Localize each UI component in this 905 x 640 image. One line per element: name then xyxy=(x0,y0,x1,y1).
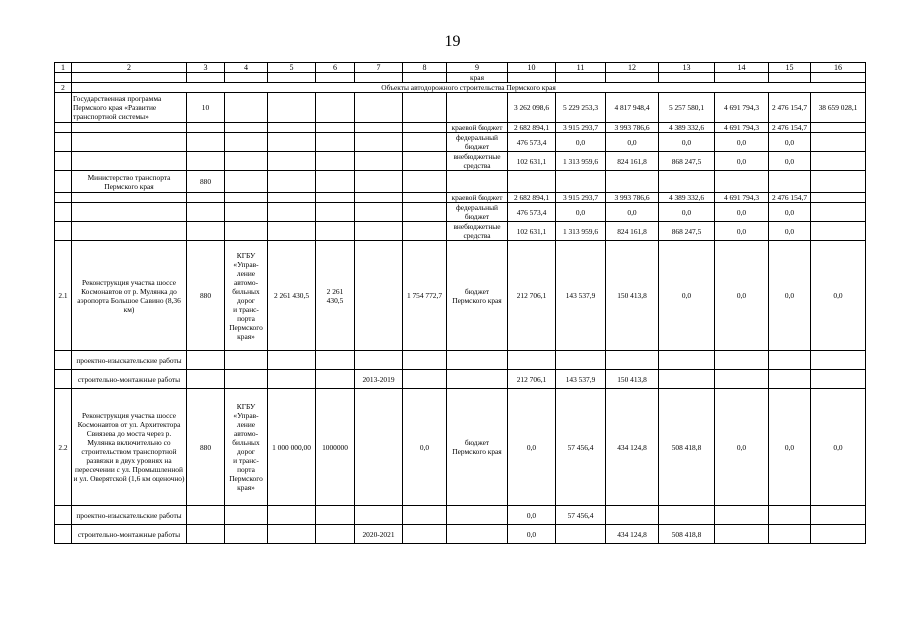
table-cell xyxy=(187,351,225,370)
table-cell xyxy=(225,203,268,222)
value-cell xyxy=(556,525,606,544)
table-row xyxy=(55,193,866,203)
value-cell: 0,0 xyxy=(769,389,811,506)
value-cell: 0,0 xyxy=(769,222,811,241)
value-cell: 143 537,9 xyxy=(556,370,606,389)
value-cell: 102 631,1 xyxy=(508,152,556,171)
table-cell xyxy=(225,193,268,203)
value-cell xyxy=(659,370,715,389)
value-cell: 57 456,4 xyxy=(556,506,606,525)
table-cell xyxy=(268,525,316,544)
object-cost: 1 000 000,00 xyxy=(268,389,316,506)
table-cell xyxy=(187,133,225,152)
program-name: Государственная программа Пермского края «Развитие транспортной системы» xyxy=(72,93,187,123)
table-cell xyxy=(268,222,316,241)
value-cell xyxy=(606,351,659,370)
table-cell xyxy=(403,370,447,389)
table-cell xyxy=(355,222,403,241)
funding-source: бюджет Пермского края xyxy=(447,241,508,351)
column-header: 4 xyxy=(225,63,268,73)
table-cell xyxy=(403,171,447,193)
funding-source: бюджет Пермского края xyxy=(447,389,508,506)
table-cell xyxy=(225,93,268,123)
table-cell xyxy=(606,73,659,83)
column-header: 3 xyxy=(187,63,225,73)
value-cell: 0,0 xyxy=(715,133,769,152)
value-cell xyxy=(811,222,866,241)
table-cell xyxy=(447,171,508,193)
table-cell xyxy=(556,171,606,193)
table-cell xyxy=(268,351,316,370)
value-cell: 2 476 154,7 xyxy=(769,193,811,203)
value-cell: 57 456,4 xyxy=(556,389,606,506)
value-cell: 4 691 794,3 xyxy=(715,93,769,123)
table-cell xyxy=(55,73,72,83)
table-row xyxy=(55,389,866,506)
table-cell xyxy=(72,123,187,133)
value-cell: 4 389 332,6 xyxy=(659,193,715,203)
value-cell: 0,0 xyxy=(508,525,556,544)
value-cell xyxy=(715,525,769,544)
value-cell: 150 413,8 xyxy=(606,241,659,351)
table-cell xyxy=(355,133,403,152)
value-cell: 4 691 794,3 xyxy=(715,193,769,203)
table-cell xyxy=(225,525,268,544)
table-cell xyxy=(355,73,403,83)
value-cell xyxy=(811,152,866,171)
table-cell xyxy=(55,93,72,123)
object-name: Реконструкция участка шоссе Космонавтов от р. Мулянка до аэропорта Большое Савино (8,36 км) xyxy=(72,241,187,351)
table-cell xyxy=(72,133,187,152)
section-number: 2 xyxy=(55,83,72,93)
table-cell xyxy=(403,222,447,241)
table-cell xyxy=(72,193,187,203)
table-cell xyxy=(316,171,355,193)
value-cell: 2 682 894,1 xyxy=(508,123,556,133)
value-cell: 0,0 xyxy=(508,389,556,506)
table-cell xyxy=(72,222,187,241)
value-cell xyxy=(556,351,606,370)
funding-source: краевой бюджет xyxy=(447,193,508,203)
table-row xyxy=(55,93,866,123)
table-cell xyxy=(187,506,225,525)
value-cell: 5 257 580,1 xyxy=(659,93,715,123)
column-header: 9 xyxy=(447,63,508,73)
table-cell xyxy=(447,506,508,525)
table-cell xyxy=(316,351,355,370)
object-code: 880 xyxy=(187,241,225,351)
value-cell: 0,0 xyxy=(715,152,769,171)
ministry-name: Министерство транспорта Пермского края xyxy=(72,171,187,193)
table-cell xyxy=(225,73,268,83)
object-number: 2.1 xyxy=(55,241,72,351)
table-cell xyxy=(55,203,72,222)
value-cell xyxy=(659,506,715,525)
table-cell xyxy=(72,73,187,83)
table-cell xyxy=(268,203,316,222)
value-cell: 3 915 293,7 xyxy=(556,123,606,133)
table-cell xyxy=(55,351,72,370)
table-row xyxy=(55,351,866,370)
table-cell xyxy=(355,171,403,193)
table-cell xyxy=(187,525,225,544)
table-cell xyxy=(225,133,268,152)
value-cell: 3 993 786,6 xyxy=(606,123,659,133)
table-row xyxy=(55,525,866,544)
funding-source: федеральный бюджет xyxy=(447,133,508,152)
value-cell: 0,0 xyxy=(715,389,769,506)
work-stage-period xyxy=(355,506,403,525)
object-organization: КГБУ «Управ- ление автомо- бильных дорог и транс- порта Пермского края» xyxy=(225,389,268,506)
table-row xyxy=(55,222,866,241)
table-cell xyxy=(55,506,72,525)
value-cell xyxy=(715,370,769,389)
object-organization: КГБУ «Управ- ление автомо- бильных дорог и транс- порта Пермского края» xyxy=(225,241,268,351)
work-stage-name: строительно-монтажные работы xyxy=(72,525,187,544)
table-cell xyxy=(403,193,447,203)
table-row xyxy=(55,370,866,389)
value-cell: 212 706,1 xyxy=(508,370,556,389)
table-row xyxy=(55,133,866,152)
funding-source: федеральный бюджет xyxy=(447,203,508,222)
funding-source: внебюджетные средства xyxy=(447,222,508,241)
table-cell xyxy=(447,93,508,123)
value-cell: 4 691 794,3 xyxy=(715,123,769,133)
table-cell xyxy=(72,152,187,171)
table-cell xyxy=(55,525,72,544)
table-cell xyxy=(403,73,447,83)
value-cell: 38 659 028,1 xyxy=(811,93,866,123)
table-cell xyxy=(403,152,447,171)
value-cell xyxy=(769,525,811,544)
table-cell xyxy=(225,171,268,193)
object-name: Реконструкция участка шоссе Космонавтов от ул. Архитектора Свиязева до моста через р. Мулянка включительно со строительством транспортной развязки в двух уровнях на пересечении с ул. Промышленной и ул. Оверятской (1,6 км оценочно) xyxy=(72,389,187,506)
table-cell xyxy=(268,171,316,193)
funding-source: внебюджетные средства xyxy=(447,152,508,171)
table-cell xyxy=(187,203,225,222)
value-cell: 2 682 894,1 xyxy=(508,193,556,203)
table-cell xyxy=(355,193,403,203)
value-cell xyxy=(769,370,811,389)
value-cell xyxy=(508,351,556,370)
table-cell xyxy=(268,73,316,83)
value-cell: 1 313 959,6 xyxy=(556,222,606,241)
table-cell xyxy=(225,506,268,525)
column-header: 15 xyxy=(769,63,811,73)
budget-table xyxy=(54,62,866,544)
table-row xyxy=(55,506,866,525)
table-cell xyxy=(403,203,447,222)
value-cell: 0,0 xyxy=(811,389,866,506)
krai-label: края xyxy=(447,73,508,83)
table-cell xyxy=(316,222,355,241)
value-cell xyxy=(769,351,811,370)
object-prior-funding: 1 754 772,7 xyxy=(403,241,447,351)
table-cell xyxy=(225,370,268,389)
table-cell xyxy=(447,370,508,389)
value-cell: 0,0 xyxy=(811,241,866,351)
table-row xyxy=(55,203,866,222)
table-cell xyxy=(316,525,355,544)
table-cell xyxy=(316,93,355,123)
table-cell xyxy=(55,171,72,193)
table-cell xyxy=(187,193,225,203)
object-prior-funding: 0,0 xyxy=(403,389,447,506)
column-header: 13 xyxy=(659,63,715,73)
value-cell xyxy=(659,351,715,370)
table-cell xyxy=(55,370,72,389)
table-row xyxy=(55,152,866,171)
value-cell xyxy=(715,506,769,525)
value-cell: 143 537,9 xyxy=(556,241,606,351)
work-stage-period: 2020-2021 xyxy=(355,525,403,544)
value-cell xyxy=(811,203,866,222)
value-cell: 476 573,4 xyxy=(508,133,556,152)
funding-source: краевой бюджет xyxy=(447,123,508,133)
column-header: 1 xyxy=(55,63,72,73)
value-cell: 3 993 786,6 xyxy=(606,193,659,203)
value-cell: 0,0 xyxy=(769,241,811,351)
value-cell: 0,0 xyxy=(769,133,811,152)
table-cell xyxy=(268,506,316,525)
value-cell: 1 313 959,6 xyxy=(556,152,606,171)
value-cell: 868 247,5 xyxy=(659,152,715,171)
table-cell xyxy=(316,193,355,203)
value-cell: 0,0 xyxy=(659,241,715,351)
value-cell: 434 124,8 xyxy=(606,525,659,544)
table-cell xyxy=(355,241,403,351)
table-cell xyxy=(316,370,355,389)
table-cell xyxy=(715,73,769,83)
value-cell: 3 915 293,7 xyxy=(556,193,606,203)
object-cost-estimate: 1000000 xyxy=(316,389,355,506)
table-cell xyxy=(355,123,403,133)
table-cell xyxy=(268,93,316,123)
column-header: 12 xyxy=(606,63,659,73)
value-cell: 0,0 xyxy=(606,133,659,152)
work-stage-period xyxy=(355,351,403,370)
work-stage-name: проектно-изыскательские работы xyxy=(72,351,187,370)
table-cell xyxy=(556,73,606,83)
value-cell: 0,0 xyxy=(556,203,606,222)
value-cell: 824 161,8 xyxy=(606,222,659,241)
table-row xyxy=(55,241,866,351)
value-cell: 0,0 xyxy=(508,506,556,525)
table-row xyxy=(55,63,866,73)
value-cell: 102 631,1 xyxy=(508,222,556,241)
column-header: 7 xyxy=(355,63,403,73)
table-cell xyxy=(403,506,447,525)
table-row xyxy=(55,171,866,193)
table-cell xyxy=(55,193,72,203)
table-cell xyxy=(187,73,225,83)
value-cell: 5 229 253,3 xyxy=(556,93,606,123)
column-header: 8 xyxy=(403,63,447,73)
program-code: 10 xyxy=(187,93,225,123)
value-cell: 0,0 xyxy=(715,203,769,222)
value-cell: 0,0 xyxy=(715,241,769,351)
table-cell xyxy=(355,93,403,123)
value-cell xyxy=(811,123,866,133)
value-cell: 0,0 xyxy=(769,203,811,222)
table-cell xyxy=(225,123,268,133)
column-header: 14 xyxy=(715,63,769,73)
table-cell xyxy=(268,123,316,133)
table-cell xyxy=(225,222,268,241)
table-cell xyxy=(55,152,72,171)
table-cell xyxy=(316,73,355,83)
table-cell xyxy=(811,73,866,83)
table-cell xyxy=(508,171,556,193)
table-cell xyxy=(403,351,447,370)
work-stage-name: проектно-изыскательские работы xyxy=(72,506,187,525)
value-cell: 0,0 xyxy=(769,152,811,171)
value-cell xyxy=(811,370,866,389)
table-cell xyxy=(187,123,225,133)
object-cost: 2 261 430,5 xyxy=(268,241,316,351)
table-cell xyxy=(403,525,447,544)
section-title: Объекты автодорожного строительства Пермского края xyxy=(72,83,866,93)
table-row xyxy=(55,123,866,133)
value-cell: 4 389 332,6 xyxy=(659,123,715,133)
table-cell xyxy=(355,203,403,222)
value-cell: 0,0 xyxy=(659,203,715,222)
value-cell xyxy=(606,506,659,525)
column-header: 5 xyxy=(268,63,316,73)
column-header: 2 xyxy=(72,63,187,73)
table-cell xyxy=(715,171,769,193)
value-cell: 2 476 154,7 xyxy=(769,123,811,133)
value-cell: 2 476 154,7 xyxy=(769,93,811,123)
table-cell xyxy=(659,73,715,83)
table-cell xyxy=(268,193,316,203)
table-cell xyxy=(55,133,72,152)
value-cell xyxy=(811,193,866,203)
value-cell xyxy=(715,351,769,370)
column-header: 6 xyxy=(316,63,355,73)
table-cell xyxy=(403,133,447,152)
table-cell xyxy=(508,73,556,83)
object-number: 2.2 xyxy=(55,389,72,506)
column-header: 16 xyxy=(811,63,866,73)
value-cell: 150 413,8 xyxy=(606,370,659,389)
value-cell: 0,0 xyxy=(556,133,606,152)
value-cell xyxy=(811,506,866,525)
value-cell: 0,0 xyxy=(659,133,715,152)
value-cell xyxy=(811,351,866,370)
table-cell xyxy=(72,203,187,222)
table-cell xyxy=(659,171,715,193)
table-cell xyxy=(268,152,316,171)
table-row xyxy=(55,83,866,93)
table-cell xyxy=(447,351,508,370)
table-cell xyxy=(403,93,447,123)
column-header: 11 xyxy=(556,63,606,73)
work-stage-period: 2013-2019 xyxy=(355,370,403,389)
table-cell xyxy=(187,370,225,389)
table-cell xyxy=(225,351,268,370)
page-number: 19 xyxy=(444,33,461,50)
table-cell xyxy=(316,123,355,133)
value-cell: 508 418,8 xyxy=(659,525,715,544)
table-cell xyxy=(355,152,403,171)
table-cell xyxy=(55,123,72,133)
table-cell xyxy=(225,152,268,171)
table-cell xyxy=(316,152,355,171)
value-cell: 212 706,1 xyxy=(508,241,556,351)
value-cell: 434 124,8 xyxy=(606,389,659,506)
table-cell xyxy=(769,171,811,193)
table-cell xyxy=(606,171,659,193)
value-cell xyxy=(811,525,866,544)
object-code: 880 xyxy=(187,389,225,506)
table-cell xyxy=(403,123,447,133)
table-cell xyxy=(769,73,811,83)
ministry-code: 880 xyxy=(187,171,225,193)
table-cell xyxy=(316,506,355,525)
table-cell xyxy=(355,389,403,506)
value-cell: 824 161,8 xyxy=(606,152,659,171)
value-cell: 4 817 948,4 xyxy=(606,93,659,123)
column-header: 10 xyxy=(508,63,556,73)
table-cell xyxy=(316,133,355,152)
value-cell xyxy=(769,506,811,525)
work-stage-name: строительно-монтажные работы xyxy=(72,370,187,389)
table-cell xyxy=(187,222,225,241)
value-cell: 868 247,5 xyxy=(659,222,715,241)
value-cell: 508 418,8 xyxy=(659,389,715,506)
table-cell xyxy=(811,171,866,193)
table-cell xyxy=(187,152,225,171)
value-cell: 0,0 xyxy=(606,203,659,222)
table-cell xyxy=(268,370,316,389)
table-cell xyxy=(447,525,508,544)
value-cell xyxy=(811,133,866,152)
value-cell: 3 262 098,6 xyxy=(508,93,556,123)
table-cell xyxy=(268,133,316,152)
object-cost-estimate: 2 261 430,5 xyxy=(316,241,355,351)
table-cell xyxy=(316,203,355,222)
value-cell: 476 573,4 xyxy=(508,203,556,222)
table-row xyxy=(55,73,866,83)
table-cell xyxy=(55,222,72,241)
value-cell: 0,0 xyxy=(715,222,769,241)
